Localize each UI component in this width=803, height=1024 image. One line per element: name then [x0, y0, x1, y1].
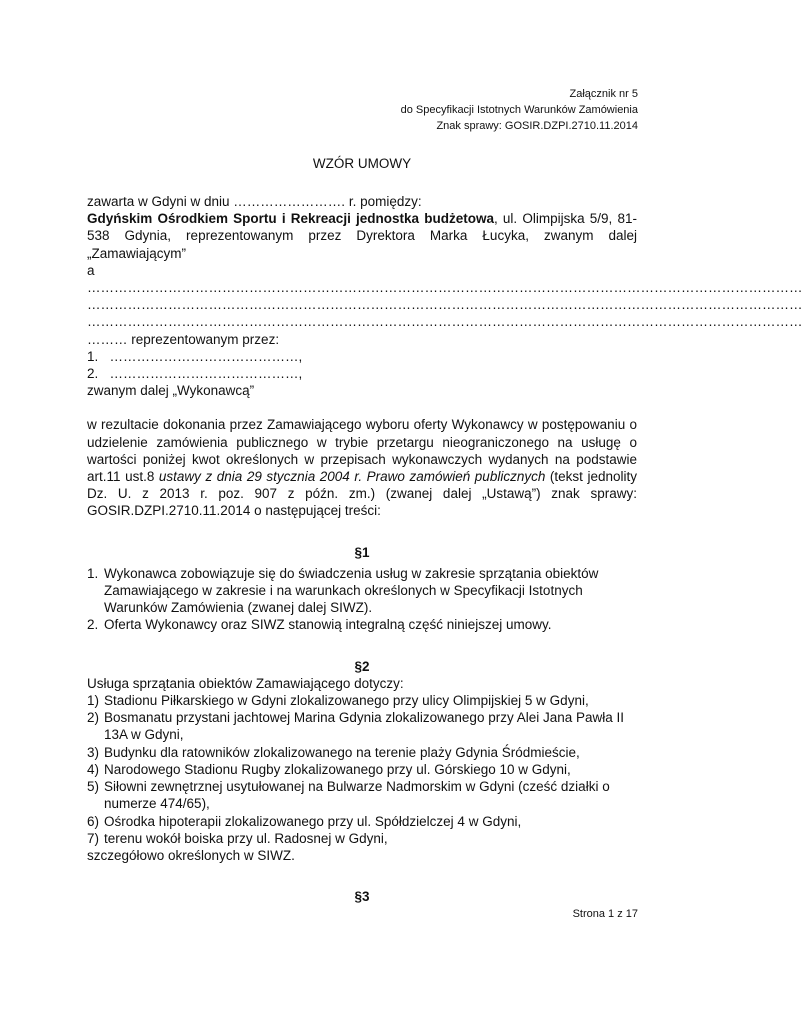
- attachment-header: [401, 86, 638, 134]
- party-employer-name: Gdyńskim Ośrodkiem Sportu i Rekreacji jednostka budżetowa: [87, 211, 494, 227]
- list-item: [87, 778, 637, 812]
- list-item: [87, 830, 637, 847]
- blank-line-3: ……………………………………………………………………………………………………………………………………………: [87, 314, 803, 330]
- list-item: [87, 813, 637, 830]
- preamble: [87, 416, 637, 519]
- blank-line-2: ……………………………………………………………………………………………………………………………………………: [87, 297, 803, 313]
- item-number: 2.: [87, 617, 99, 633]
- preamble-text: w rezultacie dokonania przez Zamawiającego wyboru oferty Wykonawcy w postępowaniu o udzielenie zamówienia publicznego w trybie przetargu nieograniczonego na usługę o wartości poniżej kwot określonych w przepisach wykonawczych wydanych na podstawie art.11 ust.8: [87, 417, 637, 485]
- party-contractor: zwanym dalej „Wykonawcą”: [87, 383, 255, 399]
- statute-name: ustawy z dnia 29 stycznia 2004 r. Prawo zamówień publicznych: [158, 469, 546, 485]
- list-item: [87, 744, 637, 761]
- list-item: [87, 709, 637, 743]
- rep-blank: ……………………………………,: [109, 366, 303, 382]
- attachment-spec: do Specyfikacji Istotnych Warunków Zamówienia: [400, 104, 638, 116]
- item-number: 5): [87, 779, 100, 795]
- section-2-closing: szczegółowo określonych w SIWZ.: [87, 847, 295, 863]
- rep-number: 2.: [87, 366, 99, 382]
- item-text: Narodowego Stadionu Rugby zlokalizowanego przy ul. Górskiego 10 w Gdyni,: [104, 761, 571, 777]
- item-text: Wykonawca zobowiązuje się do świadczenia usług w zakresie sprzątania obiektów Zamawiającego w zakresie i na warunkach określonych w Specyfikacji Istotnych Warunków Zamówienia (zwanej dalej SIWZ).: [104, 565, 599, 616]
- preamble-text-end: (tekst jednolity Dz. U. z 2013 r. poz. 907 z późn. zm.) (zwanej dalej „Ustawą”) znak sprawy: GOSIR.DZPI.2710.11.2014 o następującej treści:: [87, 469, 637, 519]
- party-employer-details: , ul. Olimpijska 5/9, 81-538 Gdynia, reprezentowanym przez Dyrektora Marka Łucyka, zwanym dalej „Zamawiającym”: [87, 211, 637, 261]
- document-body: [87, 193, 803, 905]
- item-text: Siłowni zewnętrznej usytułowanej na Bulwarze Nadmorskim w Gdyni (cześć działki o numerze 474/65),: [104, 779, 610, 812]
- item-text: terenu wokół boiska przy ul. Radosnej w Gdyni,: [104, 830, 388, 846]
- item-number: 4): [87, 761, 100, 777]
- party-employer: [87, 210, 637, 262]
- item-number: 1): [87, 693, 100, 709]
- section-2-heading: §2: [354, 658, 370, 674]
- section-1-heading: §1: [354, 544, 370, 560]
- section-3-heading: §3: [354, 889, 370, 905]
- intro-line: zawarta w Gdyni w dniu ……………………. r. pomiędzy:: [87, 194, 422, 209]
- representative-1: [87, 348, 637, 365]
- section-1-list: [87, 565, 637, 634]
- item-number: 6): [87, 813, 100, 829]
- item-text: Stadionu Piłkarskiego w Gdyni zlokalizowanego przy ulicy Olimpijskiej 5 w Gdyni,: [104, 693, 589, 709]
- list-item: [87, 692, 637, 709]
- section-2-list: [87, 692, 637, 847]
- representative-2: [87, 365, 637, 382]
- item-text: Oferta Wykonawcy oraz SIWZ stanowią integralną część niniejszej umowy.: [104, 617, 552, 633]
- item-text: Budynku dla ratowników zlokalizowanego na terenie plaży Gdynia Śródmieście,: [104, 744, 580, 760]
- item-text: Bosmanatu przystani jachtowej Marina Gdynia zlokalizowanego przy Alei Jana Pawła II 13A w Gdyni,: [104, 710, 625, 743]
- item-number: 2): [87, 710, 100, 726]
- item-text: Ośrodka hipoterapii zlokalizowanego przy ul. Spółdzielczej 4 w Gdyni,: [104, 813, 522, 829]
- case-reference: Znak sprawy: GOSIR.DZPI.2710.11.2014: [436, 120, 638, 132]
- list-item: [87, 761, 637, 778]
- rep-number: 1.: [87, 348, 99, 364]
- item-number: 7): [87, 830, 100, 846]
- attachment-number: Załącznik nr 5: [569, 88, 638, 100]
- item-number: 3): [87, 744, 100, 760]
- document-title: WZÓR UMOWY: [312, 156, 412, 171]
- section-2-lead: Usługa sprzątania obiektów Zamawiającego dotyczy:: [87, 675, 404, 691]
- conjunction-a: a: [87, 262, 95, 278]
- list-item: [87, 616, 637, 633]
- blank-line-1: ……………………………………………………………………………………………………………………………………………: [87, 280, 803, 296]
- page-number: Strona 1 z 17: [572, 908, 638, 920]
- list-item: [87, 565, 637, 617]
- item-number: 1.: [87, 565, 99, 581]
- rep-blank: ……………………………………,: [109, 348, 303, 364]
- represented-by: ……… reprezentowanym przez:: [87, 331, 280, 347]
